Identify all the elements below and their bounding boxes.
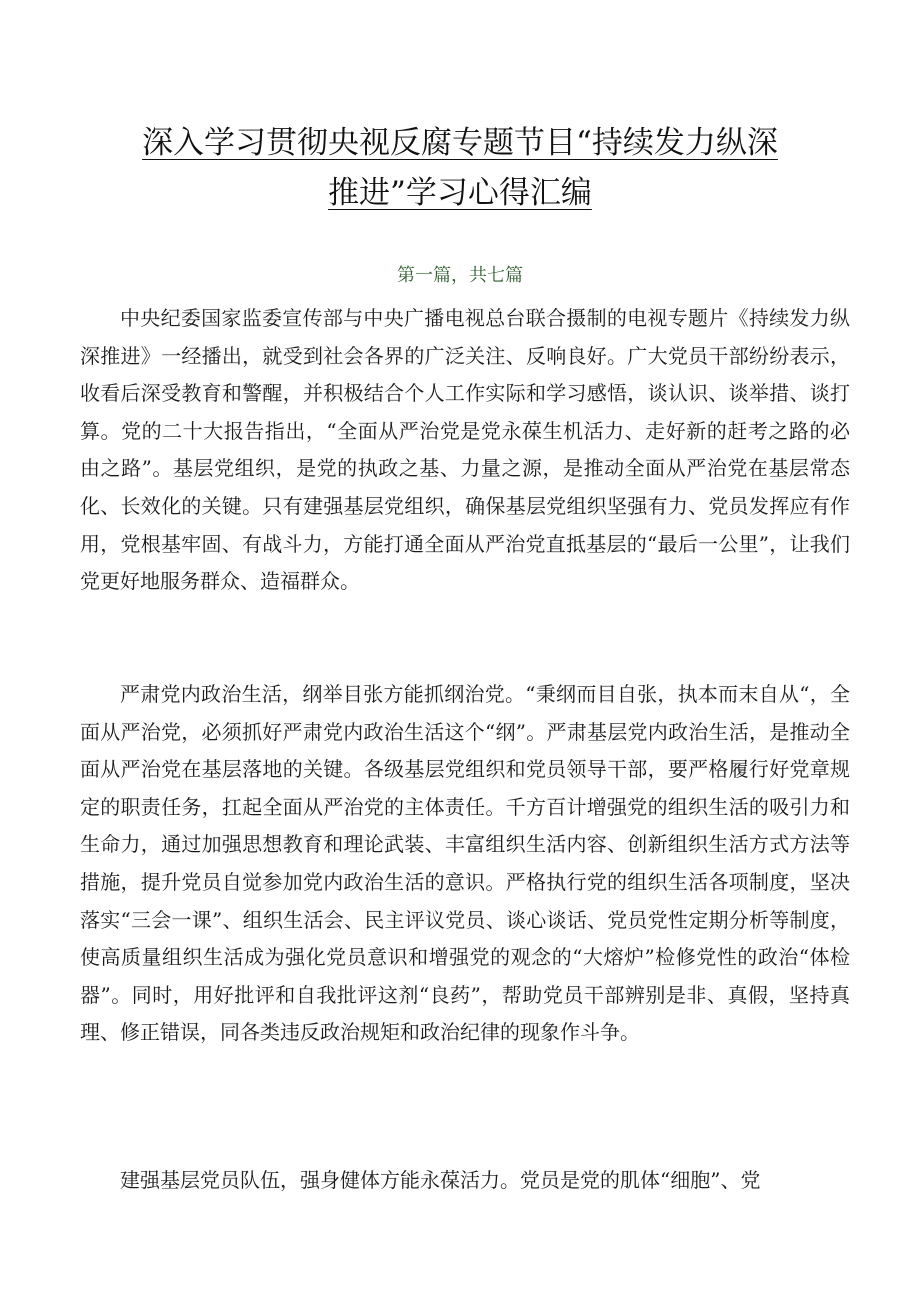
body-paragraph-1-block	[80, 300, 850, 601]
section-label: 第一篇，共七篇	[397, 265, 523, 286]
body-paragraph: 严肃党内政治生活，纲举目张方能抓纲治党。“秉纲而目自张，执本而末自从“，全面从严治党，必须抓好严肃党内政治生活这个“纲”。严肃基层党内政治生活，是推动全面从严治党在基层落地的关键。各级基层党组织和党员领导干部，要严格履行好党章规定的职责任务，扛起全面从严治党的主体责任。千方百计增强党的组织生活的吸引力和生命力，通过加强思想教育和理论武装、丰富组织生活内容、创新组织生活方式方法等措施，提升党员自觉参加党内政治生活的意识。严格执行党的组织生活各项制度，坚决落实“三会一课”、组织生活会、民主评议党员、谈心谈话、党员党性定期分析等制度，使高质量组织生活成为强化党员意识和增强党的观念的“大熔炉”检修党性的政治“体检器”。同时，用好批评和自我批评这剂“良药”，帮助党员干部辨别是非、真假，坚持真理、修正错误，同各类违反政治规矩和政治纪律的现象作斗争。	[80, 682, 850, 1045]
body-paragraph: 中央纪委国家监委宣传部与中央广播电视总台联合摄制的电视专题片《持续发力纵深推进》一经播出，就受到社会各界的广泛关注、反响良好。广大党员干部纷纷表示，收看后深受教育和警醒，并积极结合个人工作实际和学习感悟，谈认识、谈举措、谈打算。党的二十大报告指出，“全面从严治党是党永葆生机活力、走好新的赶考之路的必由之路”。基层党组织，是党的执政之基、力量之源，是推动全面从严治党在基层常态化、长效化的关键。只有建强基层党组织，确保基层党组织坚强有力、党员发挥应有作用，党根基牢固、有战斗力，方能打通全面从严治党直抵基层的“最后一公里”，让我们党更好地服务群众、造福群众。	[80, 306, 850, 594]
document-title	[80, 118, 840, 218]
title-line-2: 推进”学习心得汇编	[328, 175, 592, 211]
body-paragraph-3-block	[80, 1162, 850, 1200]
body-paragraph-2-block	[80, 676, 850, 1052]
title-line-1: 深入学习贯彻央视反腐专题节目“持续发力纵深	[142, 125, 778, 161]
body-paragraph: 建强基层党员队伍，强身健体方能永葆活力。党员是党的肌体“细胞”、党	[120, 1168, 761, 1192]
